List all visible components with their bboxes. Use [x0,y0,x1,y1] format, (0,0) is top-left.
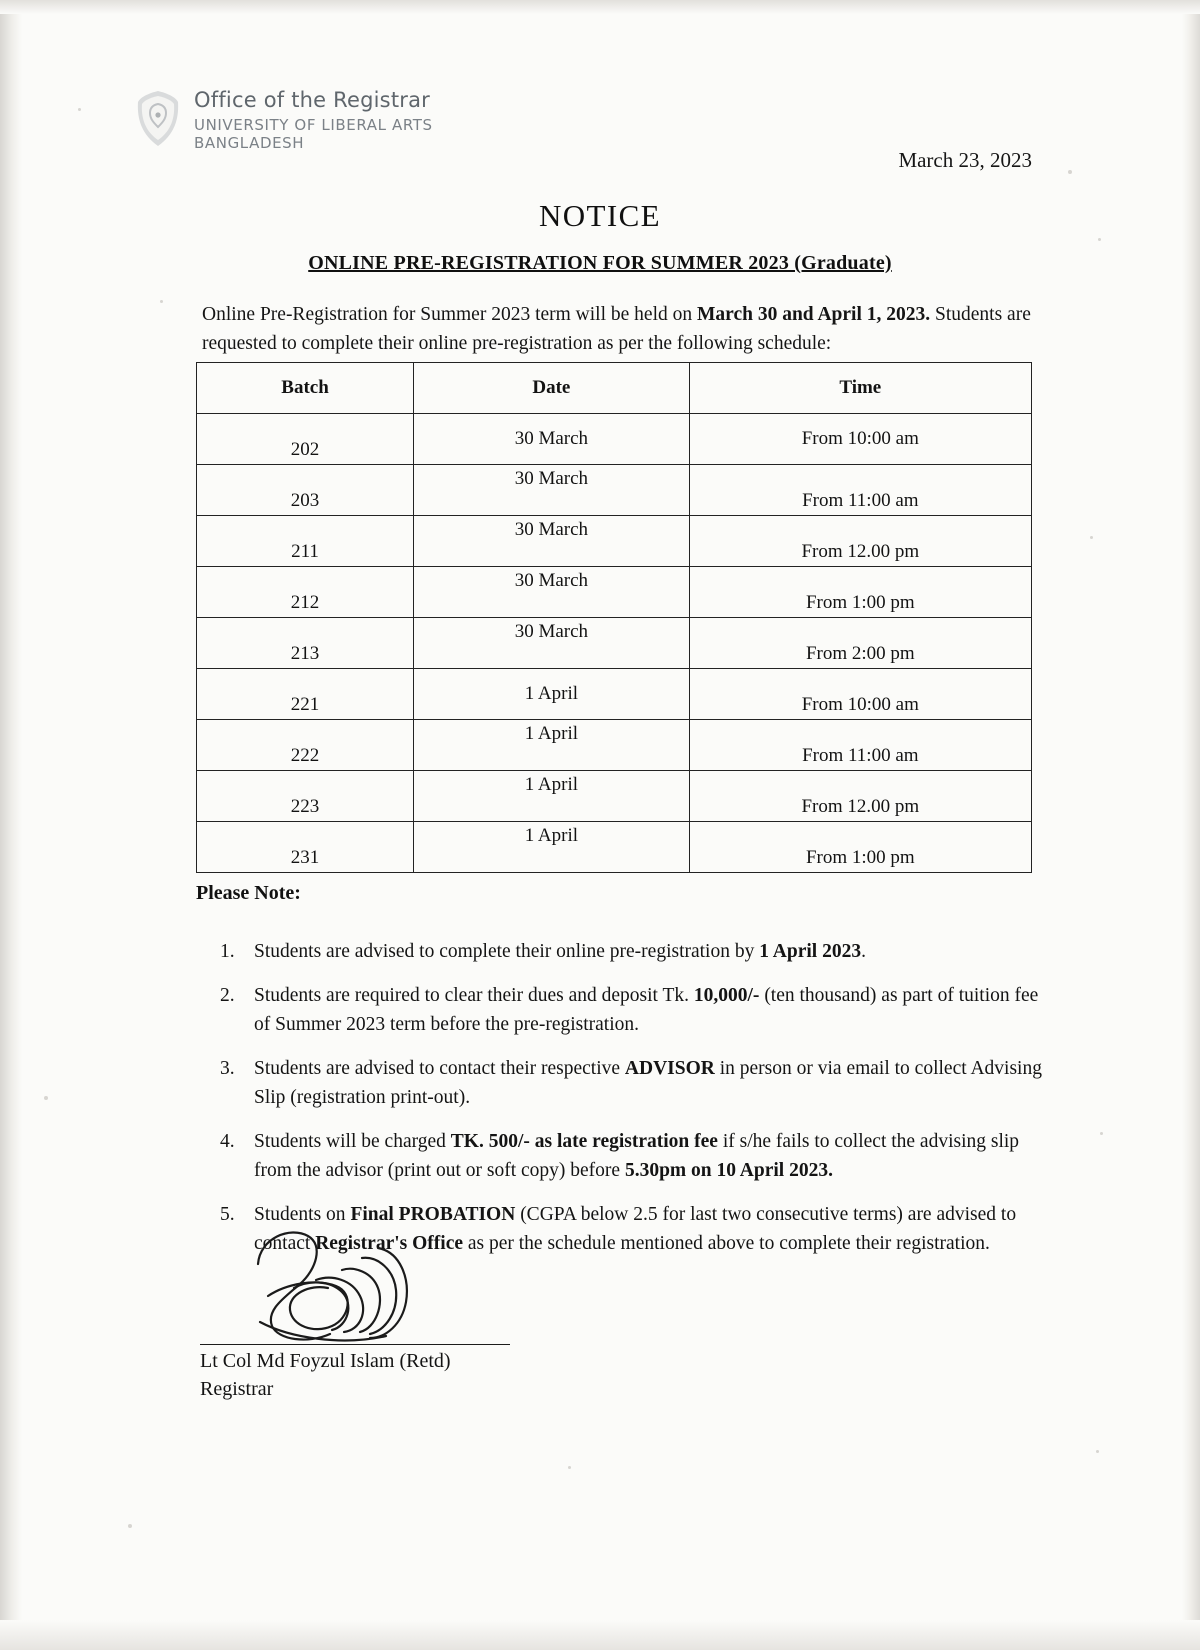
cell-time: From 10:00 am [689,414,1031,465]
note-text [254,938,1042,966]
table-row [197,618,1032,669]
cell-batch: 211 [197,516,414,567]
note-item [220,982,1042,1039]
note-text-segment: Students are advised to complete their online pre-registration by [254,941,760,962]
note-text-segment: Students will be charged [254,1131,451,1153]
note-item [220,1055,1042,1112]
signatory-name: Lt Col Md Foyzul Islam (Retd) [200,1350,451,1372]
notice-subtitle: ONLINE PRE-REGISTRATION FOR SUMMER 2023 (Graduate) [308,252,892,274]
cell-date: 1 April [414,771,690,822]
scan-speck [1098,238,1101,241]
note-text-segment: (ten thousand) as part of tuition fee of Summer 2023 term before the pre-registration. [254,985,1039,1035]
scan-speck [78,108,81,111]
cell-date: 30 March [414,516,690,567]
note-text-segment: Students on [254,1204,351,1226]
schedule-table [196,362,1032,873]
note-text-emphasis: Registrar's Office [315,1232,463,1254]
please-note-label: Please Note: [196,882,301,904]
cell-batch: 202 [197,414,414,465]
table-row [197,516,1032,567]
cell-time: From 1:00 pm [689,567,1031,618]
scan-speck [128,1524,132,1528]
cell-date: 30 March [414,567,690,618]
note-number: 3. [220,1058,235,1080]
cell-batch: 203 [197,465,414,516]
university-crest-icon [132,88,184,150]
note-text-emphasis: 10,000/- [693,985,760,1007]
intro-text-bold: March 30 and April 1, 2023. [697,304,931,325]
note-item [220,1201,1042,1258]
document-date: March 23, 2023 [898,148,1032,172]
cell-time: From 12.00 pm [689,771,1031,822]
note-text-emphasis: ADVISOR [624,1058,715,1080]
table-row [197,771,1032,822]
signature-line [200,1344,510,1345]
intro-paragraph [202,300,1040,359]
table-row [197,669,1032,720]
page-title: NOTICE [538,198,662,233]
cell-date: 1 April [414,822,690,873]
note-text-segment: Students are advised to contact their respective [254,1058,625,1080]
cell-batch: 212 [197,567,414,618]
scan-speck [568,1466,571,1469]
note-text-segment: (CGPA below 2.5 for last two consecutive terms) are advised to contact [254,1204,1017,1254]
column-header-date: Date [414,363,690,414]
scan-speck [1096,1450,1099,1453]
letterhead [132,88,433,152]
note-number: 4. [220,1131,235,1153]
cell-date: 1 April [414,669,690,720]
cell-time: From 11:00 am [689,465,1031,516]
cell-batch: 223 [197,771,414,822]
note-number: 2. [220,985,235,1007]
note-text-segment: . [861,941,866,962]
table-body [197,414,1032,873]
notes-list [220,938,1042,1274]
intro-text-before: Online Pre-Registration for Summer 2023 term will be held on [202,304,697,325]
letterhead-text [194,88,433,152]
note-number: 1. [220,941,235,962]
cell-date: 30 March [414,618,690,669]
note-text-segment: Students are required to clear their dues and deposit Tk. [254,985,694,1007]
scan-speck [160,300,163,303]
scan-speck [44,1096,48,1100]
table-header-row [197,363,1032,414]
note-text-segment: as per the schedule mentioned above to complete their registration. [463,1232,990,1254]
note-text [254,1128,1042,1185]
cell-time: From 11:00 am [689,720,1031,771]
university-name-line2: BANGLADESH [194,133,305,152]
note-text [254,982,1042,1039]
table-row [197,720,1032,771]
column-header-batch: Batch [197,363,414,414]
note-item [220,938,1042,966]
note-text-emphasis: 5.30pm on 10 April 2023. [624,1159,833,1181]
note-item [220,1128,1042,1185]
cell-batch: 213 [197,618,414,669]
note-text-emphasis: Final PROBATION [350,1204,516,1226]
scan-speck [1068,170,1072,174]
note-text [254,1201,1042,1258]
cell-date: 30 March [414,414,690,465]
table-row [197,465,1032,516]
cell-date: 1 April [414,720,690,771]
university-name-line1: UNIVERSITY OF LIBERAL ARTS [194,115,433,134]
office-name: Office of the Registrar [194,88,430,112]
cell-batch: 221 [197,669,414,720]
cell-batch: 222 [197,720,414,771]
signatory-role: Registrar [200,1378,274,1400]
intro-text-after: Students are requested to complete their online pre-registration as per the following schedule: [202,304,1031,355]
note-text-segment: in person or via email to collect Advising Slip (registration print-out). [254,1058,1042,1108]
table-row [197,414,1032,465]
cell-time: From 12.00 pm [689,516,1031,567]
cell-date: 30 March [414,465,690,516]
cell-time: From 1:00 pm [689,822,1031,873]
cell-batch: 231 [197,822,414,873]
note-text-emphasis: TK. 500/- as late registration fee [450,1131,718,1153]
note-text-segment: if s/he fails to collect the advising slip from the advisor (print out or soft copy) before [254,1131,1020,1181]
note-text-emphasis: 1 April 2023 [759,941,862,962]
table-row [197,822,1032,873]
column-header-time: Time [689,363,1031,414]
scan-speck [1100,1132,1103,1135]
note-number: 5. [220,1204,235,1226]
table-row [197,567,1032,618]
cell-time: From 10:00 am [689,669,1031,720]
note-text [254,1055,1042,1112]
cell-time: From 2:00 pm [689,618,1031,669]
scan-speck [1090,536,1093,539]
